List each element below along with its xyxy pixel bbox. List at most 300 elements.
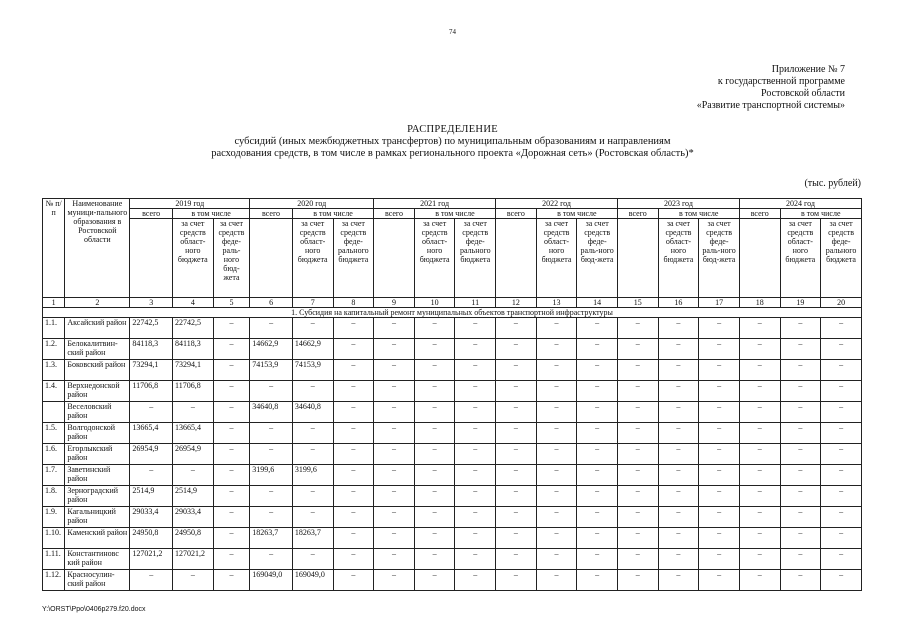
value-cell: 3199,6: [292, 465, 333, 486]
header-total: всего: [617, 209, 658, 219]
value-cell: –: [780, 402, 821, 423]
value-cell: –: [658, 444, 699, 465]
table-row: [43, 444, 862, 465]
value-cell: 3199,6: [250, 465, 293, 486]
value-cell: –: [333, 465, 374, 486]
header-name: Наименование муници-пального образования в Ростовской области: [65, 199, 130, 298]
value-cell: –: [455, 465, 496, 486]
value-cell: –: [699, 339, 740, 360]
column-number: 15: [617, 298, 658, 308]
value-cell: –: [455, 570, 496, 591]
value-cell: –: [536, 339, 577, 360]
value-cell: –: [577, 528, 618, 549]
value-cell: –: [536, 381, 577, 402]
header-empty: [617, 219, 658, 298]
column-number: 17: [699, 298, 740, 308]
header-regional: за счет средств област-ного бюджета: [173, 219, 214, 298]
value-cell: –: [333, 444, 374, 465]
value-cell: –: [292, 549, 333, 570]
value-cell: –: [414, 465, 455, 486]
value-cell: –: [617, 549, 658, 570]
value-cell: –: [374, 528, 415, 549]
value-cell: –: [374, 486, 415, 507]
column-number: 2: [65, 298, 130, 308]
value-cell: –: [739, 444, 780, 465]
value-cell: 13665,4: [173, 423, 214, 444]
value-cell: –: [821, 570, 862, 591]
header-federal: за счет средств феде-рального бюджета: [821, 219, 862, 298]
value-cell: –: [617, 423, 658, 444]
value-cell: –: [780, 423, 821, 444]
value-cell: –: [617, 570, 658, 591]
value-cell: –: [821, 507, 862, 528]
column-number: 1: [43, 298, 65, 308]
value-cell: –: [414, 486, 455, 507]
municipality-name: Заветинский район: [65, 465, 130, 486]
value-cell: –: [577, 507, 618, 528]
value-cell: –: [455, 423, 496, 444]
value-cell: –: [617, 360, 658, 381]
value-cell: –: [374, 339, 415, 360]
title-heading: РАСПРЕДЕЛЕНИЕ: [407, 124, 498, 135]
value-cell: –: [292, 486, 333, 507]
value-cell: –: [780, 507, 821, 528]
value-cell: –: [213, 381, 250, 402]
value-cell: –: [333, 486, 374, 507]
appendix-line: Приложение № 7: [771, 64, 845, 75]
municipality-name: Волгодонской район: [65, 423, 130, 444]
value-cell: –: [374, 444, 415, 465]
value-cell: –: [414, 402, 455, 423]
column-number: 14: [577, 298, 618, 308]
value-cell: –: [455, 360, 496, 381]
header-empty: [496, 219, 537, 298]
value-cell: –: [496, 465, 537, 486]
value-cell: –: [536, 549, 577, 570]
title-subline: расходования средств, в том числе в рамках регионального проекта «Дорожная сеть» (Ростовская область)*: [211, 148, 694, 159]
value-cell: –: [821, 339, 862, 360]
column-number: 20: [821, 298, 862, 308]
value-cell: –: [213, 318, 250, 339]
header-empty: [739, 219, 780, 298]
header-regional: за счет средств област-ного бюджета: [658, 219, 699, 298]
column-number: 19: [780, 298, 821, 308]
value-cell: –: [333, 318, 374, 339]
header-including: в том числе: [658, 209, 739, 219]
value-cell: –: [292, 507, 333, 528]
value-cell: –: [739, 423, 780, 444]
value-cell: –: [617, 444, 658, 465]
value-cell: –: [213, 465, 250, 486]
value-cell: –: [250, 486, 293, 507]
title-subline: субсидий (иных межбюджетных трансфертов) по муниципальным образованиям и направлениям: [234, 136, 671, 147]
municipality-name: Зерноградский район: [65, 486, 130, 507]
value-cell: 14662,9: [250, 339, 293, 360]
value-cell: –: [173, 402, 214, 423]
table-row: [43, 381, 862, 402]
file-path: Y:\ORST\Ppo\0406p279.f20.docx: [42, 606, 146, 613]
value-cell: –: [739, 486, 780, 507]
header-federal: за счет средств феде-рального бюджета: [455, 219, 496, 298]
value-cell: –: [536, 465, 577, 486]
header-total: всего: [374, 209, 415, 219]
value-cell: –: [577, 486, 618, 507]
header-total: всего: [496, 209, 537, 219]
header-num: № п/п: [43, 199, 65, 298]
value-cell: –: [374, 318, 415, 339]
value-cell: –: [780, 318, 821, 339]
value-cell: –: [577, 549, 618, 570]
header-federal: за счет средств феде-раль-ного бюд-жета: [699, 219, 740, 298]
value-cell: –: [414, 549, 455, 570]
value-cell: 26954,9: [130, 444, 173, 465]
value-cell: –: [455, 549, 496, 570]
value-cell: –: [821, 486, 862, 507]
value-cell: 34640,8: [250, 402, 293, 423]
municipality-name: Кагальницкий район: [65, 507, 130, 528]
municipality-name: Константиновс кий район: [65, 549, 130, 570]
value-cell: –: [496, 423, 537, 444]
value-cell: 18263,7: [292, 528, 333, 549]
column-number: 12: [496, 298, 537, 308]
header-year: 2021 год: [374, 199, 496, 209]
municipality-name: Боковский район: [65, 360, 130, 381]
header-year: 2024 год: [739, 199, 861, 209]
municipality-name: Верхнедонской район: [65, 381, 130, 402]
value-cell: –: [658, 528, 699, 549]
value-cell: –: [414, 423, 455, 444]
value-cell: –: [333, 423, 374, 444]
column-number: 11: [455, 298, 496, 308]
column-numbers-row: [43, 298, 862, 308]
value-cell: –: [699, 486, 740, 507]
value-cell: –: [821, 360, 862, 381]
municipality-name: Красносулин-ский район: [65, 570, 130, 591]
value-cell: –: [821, 528, 862, 549]
value-cell: –: [699, 528, 740, 549]
units-label: (тыс. рублей): [804, 178, 861, 189]
value-cell: –: [821, 465, 862, 486]
value-cell: –: [699, 570, 740, 591]
value-cell: –: [658, 570, 699, 591]
value-cell: –: [213, 507, 250, 528]
value-cell: –: [536, 444, 577, 465]
value-cell: –: [699, 381, 740, 402]
table-row: [43, 402, 862, 423]
value-cell: –: [213, 402, 250, 423]
value-cell: 169049,0: [250, 570, 293, 591]
value-cell: –: [536, 486, 577, 507]
value-cell: –: [658, 486, 699, 507]
distribution-table: [42, 198, 862, 591]
value-cell: –: [130, 402, 173, 423]
row-index: 1.9.: [43, 507, 65, 528]
value-cell: –: [536, 528, 577, 549]
value-cell: –: [577, 402, 618, 423]
appendix-line: к государственной программе: [717, 76, 845, 87]
table-row: [43, 318, 862, 339]
value-cell: 24950,8: [130, 528, 173, 549]
row-index: 1.4.: [43, 381, 65, 402]
value-cell: –: [130, 570, 173, 591]
value-cell: –: [455, 339, 496, 360]
column-number: 6: [250, 298, 293, 308]
value-cell: –: [496, 507, 537, 528]
header-year: 2020 год: [250, 199, 374, 209]
value-cell: –: [780, 339, 821, 360]
header-including: в том числе: [173, 209, 250, 219]
column-number: 16: [658, 298, 699, 308]
value-cell: –: [333, 360, 374, 381]
value-cell: –: [699, 549, 740, 570]
header-total: всего: [130, 209, 173, 219]
value-cell: –: [617, 381, 658, 402]
value-cell: –: [617, 465, 658, 486]
value-cell: –: [739, 381, 780, 402]
value-cell: –: [414, 339, 455, 360]
value-cell: –: [213, 549, 250, 570]
value-cell: 74153,9: [292, 360, 333, 381]
value-cell: –: [333, 507, 374, 528]
header-empty: [374, 219, 415, 298]
value-cell: –: [292, 318, 333, 339]
value-cell: –: [374, 465, 415, 486]
value-cell: –: [821, 402, 862, 423]
value-cell: –: [536, 570, 577, 591]
value-cell: –: [496, 402, 537, 423]
value-cell: –: [213, 360, 250, 381]
column-number: 4: [173, 298, 214, 308]
value-cell: –: [292, 444, 333, 465]
value-cell: –: [658, 381, 699, 402]
value-cell: 127021,2: [173, 549, 214, 570]
value-cell: –: [414, 570, 455, 591]
value-cell: –: [333, 549, 374, 570]
table-row: [43, 549, 862, 570]
value-cell: –: [658, 465, 699, 486]
value-cell: –: [333, 381, 374, 402]
value-cell: –: [374, 360, 415, 381]
column-number: 9: [374, 298, 415, 308]
column-number: 10: [414, 298, 455, 308]
value-cell: –: [292, 381, 333, 402]
header-federal: за счет средств феде-рального бюджета: [333, 219, 374, 298]
value-cell: –: [658, 339, 699, 360]
value-cell: –: [455, 507, 496, 528]
value-cell: –: [739, 360, 780, 381]
row-index: 1.3.: [43, 360, 65, 381]
value-cell: –: [333, 402, 374, 423]
header-regional: за счет средств област-ного бюджета: [780, 219, 821, 298]
value-cell: 14662,9: [292, 339, 333, 360]
value-cell: –: [333, 528, 374, 549]
value-cell: 29033,4: [173, 507, 214, 528]
value-cell: –: [699, 318, 740, 339]
value-cell: –: [213, 570, 250, 591]
section-row: [43, 308, 862, 318]
value-cell: –: [780, 465, 821, 486]
value-cell: –: [821, 444, 862, 465]
value-cell: 2514,9: [173, 486, 214, 507]
header-including: в том числе: [414, 209, 495, 219]
row-index: 1.7.: [43, 465, 65, 486]
table-row: [43, 360, 862, 381]
value-cell: –: [739, 507, 780, 528]
value-cell: –: [496, 486, 537, 507]
value-cell: 84118,3: [173, 339, 214, 360]
value-cell: –: [414, 360, 455, 381]
header-regional: за счет средств област-ного бюджета: [292, 219, 333, 298]
value-cell: –: [455, 528, 496, 549]
value-cell: –: [821, 381, 862, 402]
value-cell: –: [577, 465, 618, 486]
value-cell: 169049,0: [292, 570, 333, 591]
header-including: в том числе: [292, 209, 373, 219]
header-empty: [130, 219, 173, 298]
value-cell: –: [658, 318, 699, 339]
value-cell: –: [414, 381, 455, 402]
value-cell: –: [699, 444, 740, 465]
row-index: 1.12.: [43, 570, 65, 591]
table-row: [43, 570, 862, 591]
value-cell: –: [250, 549, 293, 570]
value-cell: –: [374, 507, 415, 528]
column-number: 8: [333, 298, 374, 308]
value-cell: –: [374, 381, 415, 402]
value-cell: 18263,7: [250, 528, 293, 549]
value-cell: –: [821, 318, 862, 339]
row-index: [43, 402, 65, 423]
value-cell: –: [292, 423, 333, 444]
value-cell: 34640,8: [292, 402, 333, 423]
value-cell: –: [374, 549, 415, 570]
table-row: [43, 507, 862, 528]
value-cell: –: [617, 318, 658, 339]
value-cell: –: [333, 339, 374, 360]
value-cell: 127021,2: [130, 549, 173, 570]
value-cell: –: [780, 444, 821, 465]
appendix-line: Ростовской области: [761, 88, 845, 99]
value-cell: –: [739, 528, 780, 549]
column-number: 7: [292, 298, 333, 308]
value-cell: –: [173, 570, 214, 591]
value-cell: –: [658, 402, 699, 423]
value-cell: 29033,4: [130, 507, 173, 528]
value-cell: –: [577, 570, 618, 591]
municipality-name: Белокалитвин-ский район: [65, 339, 130, 360]
value-cell: –: [496, 381, 537, 402]
value-cell: –: [374, 402, 415, 423]
value-cell: –: [658, 360, 699, 381]
value-cell: –: [658, 549, 699, 570]
value-cell: –: [699, 465, 740, 486]
header-regional: за счет средств област-ного бюджета: [414, 219, 455, 298]
value-cell: –: [333, 570, 374, 591]
appendix-block: [697, 64, 845, 112]
value-cell: –: [658, 423, 699, 444]
value-cell: –: [699, 402, 740, 423]
value-cell: –: [414, 318, 455, 339]
document-title: [0, 124, 905, 160]
value-cell: –: [699, 507, 740, 528]
municipality-name: Егорлыкский район: [65, 444, 130, 465]
value-cell: 24950,8: [173, 528, 214, 549]
value-cell: –: [250, 444, 293, 465]
row-index: 1.6.: [43, 444, 65, 465]
value-cell: –: [374, 570, 415, 591]
header-total: всего: [739, 209, 780, 219]
table-row: [43, 423, 862, 444]
value-cell: –: [780, 549, 821, 570]
value-cell: –: [577, 381, 618, 402]
column-number: 3: [130, 298, 173, 308]
value-cell: 11706,8: [173, 381, 214, 402]
value-cell: –: [617, 339, 658, 360]
value-cell: –: [496, 528, 537, 549]
value-cell: –: [739, 339, 780, 360]
value-cell: –: [780, 486, 821, 507]
value-cell: –: [739, 318, 780, 339]
value-cell: –: [496, 549, 537, 570]
value-cell: –: [699, 360, 740, 381]
header-empty: [250, 219, 293, 298]
column-number: 13: [536, 298, 577, 308]
row-index: 1.1.: [43, 318, 65, 339]
value-cell: 73294,1: [130, 360, 173, 381]
value-cell: 26954,9: [173, 444, 214, 465]
value-cell: –: [250, 423, 293, 444]
value-cell: 13665,4: [130, 423, 173, 444]
value-cell: –: [536, 318, 577, 339]
header-year: 2022 год: [496, 199, 618, 209]
value-cell: –: [536, 423, 577, 444]
value-cell: –: [617, 507, 658, 528]
value-cell: –: [536, 360, 577, 381]
table-row: [43, 339, 862, 360]
value-cell: –: [617, 402, 658, 423]
value-cell: 2514,9: [130, 486, 173, 507]
value-cell: –: [455, 318, 496, 339]
column-number: 5: [213, 298, 250, 308]
value-cell: –: [496, 444, 537, 465]
value-cell: –: [250, 507, 293, 528]
value-cell: –: [577, 423, 618, 444]
value-cell: –: [699, 423, 740, 444]
value-cell: –: [577, 318, 618, 339]
value-cell: –: [739, 570, 780, 591]
value-cell: –: [130, 465, 173, 486]
value-cell: –: [780, 381, 821, 402]
value-cell: –: [821, 423, 862, 444]
row-index: 1.2.: [43, 339, 65, 360]
header-federal: за счет средств феде-раль-ного бюд-жета: [213, 219, 250, 298]
value-cell: –: [213, 528, 250, 549]
value-cell: –: [414, 507, 455, 528]
value-cell: –: [213, 486, 250, 507]
value-cell: –: [455, 486, 496, 507]
value-cell: –: [173, 465, 214, 486]
value-cell: –: [577, 339, 618, 360]
table-row: [43, 528, 862, 549]
row-index: 1.8.: [43, 486, 65, 507]
value-cell: –: [739, 465, 780, 486]
municipality-name: Веселовский район: [65, 402, 130, 423]
value-cell: –: [536, 507, 577, 528]
header-total: всего: [250, 209, 293, 219]
header-year: 2019 год: [130, 199, 250, 209]
header-year: 2023 год: [617, 199, 739, 209]
value-cell: –: [780, 570, 821, 591]
